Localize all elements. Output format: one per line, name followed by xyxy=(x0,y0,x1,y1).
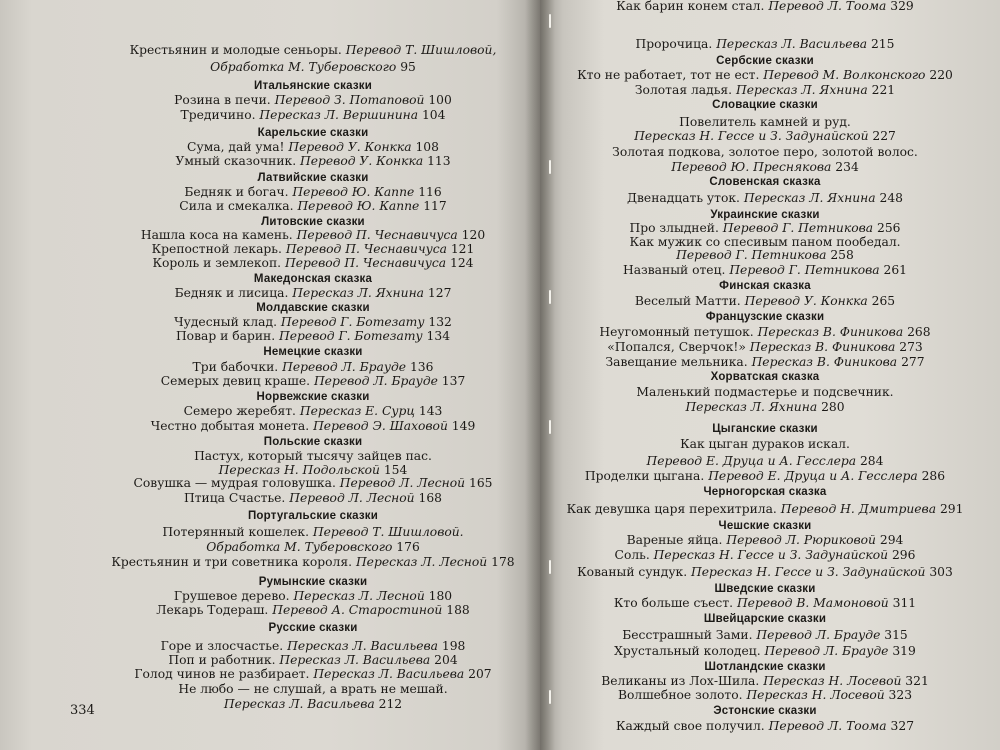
toc-entry xyxy=(176,330,450,343)
entry-page-number: 104 xyxy=(418,108,446,122)
toc-entry xyxy=(635,84,895,97)
entry-title: Совушка — мудрая головушка. xyxy=(133,476,340,490)
entry-page-number: 261 xyxy=(879,263,908,277)
entry-page-number: 291 xyxy=(936,502,964,516)
entry-page-number: 215 xyxy=(867,37,895,51)
toc-entry xyxy=(627,534,904,547)
entry-title: Как мужик со спесивым паном пообедал. xyxy=(629,235,901,249)
section-heading: Чешские сказки xyxy=(718,520,812,532)
entry-credit: Перевод Л. Рюриковой xyxy=(726,533,876,547)
entry-credit: Перевод Т. Шишловой. xyxy=(312,525,464,539)
entry-page-number: 178 xyxy=(487,555,515,569)
entry-page-number: 120 xyxy=(457,228,486,242)
toc-entry xyxy=(634,130,896,143)
entry-credit: Перевод Г. Ботезату xyxy=(280,315,425,329)
entry-page-number: 143 xyxy=(414,404,443,418)
entry-credit: Пересказ Л. Васильева xyxy=(279,653,431,667)
entry-page-number: 303 xyxy=(925,565,953,579)
toc-entry xyxy=(175,287,452,300)
entry-page-number: 149 xyxy=(447,419,476,433)
toc-entry xyxy=(152,243,475,256)
toc-entry xyxy=(622,629,908,642)
entry-page-number: 286 xyxy=(917,469,946,483)
entry-page-number: 277 xyxy=(897,355,925,369)
entry-credit: Перевод Е. Друца и А. Гесслера xyxy=(646,454,857,468)
entry-title: Пророчица. xyxy=(635,37,717,51)
toc-entry xyxy=(599,326,930,339)
entry-page-number: 227 xyxy=(868,129,896,143)
entry-title: Голод чинов не разбирает. xyxy=(134,667,314,681)
binding-stitch xyxy=(549,14,551,28)
entry-page-number: 168 xyxy=(414,491,442,505)
entry-title: Умный сказочник. xyxy=(175,154,301,168)
entry-page-number: 311 xyxy=(888,596,917,610)
entry-credit: Пересказ Л. Яхнина xyxy=(685,400,818,414)
entry-title: Розина в печи. xyxy=(174,93,275,107)
entry-credit: Пересказ Н. Лосевой xyxy=(746,688,885,702)
entry-page-number: 234 xyxy=(831,160,859,174)
entry-page-number: 327 xyxy=(886,719,915,733)
entry-credit: Пересказ Н. Гессе и З. Задунайской xyxy=(653,548,889,562)
section-heading: Черногорская сказка xyxy=(703,486,827,498)
toc-entry xyxy=(174,316,452,329)
toc-entry xyxy=(647,455,884,468)
entry-title: Потерянный кошелек. xyxy=(162,525,313,539)
entry-credit: Пересказ В. Финикова xyxy=(751,355,898,369)
entry-credit: Пересказ Е. Сурц xyxy=(299,404,415,418)
section-heading: Украинские сказки xyxy=(710,209,820,221)
entry-credit: Перевод З. Потаповой xyxy=(274,93,425,107)
toc-entry xyxy=(577,69,953,82)
toc-entry xyxy=(175,155,450,168)
entry-credit: Перевод Г. Петникова xyxy=(722,221,874,235)
entry-title: Проделки цыгана. xyxy=(584,469,709,483)
section-heading: Словенская сказка xyxy=(709,176,821,188)
entry-title: Честно добытая монета. xyxy=(150,419,314,433)
entry-title: Золотая подкова, золотое перо, золотой волос. xyxy=(612,145,918,159)
entry-page-number: 121 xyxy=(446,242,475,256)
entry-page-number: 117 xyxy=(419,199,447,213)
entry-page-number: 220 xyxy=(925,68,953,82)
entry-credit: Перевод В. Мамоновой xyxy=(736,596,889,610)
entry-credit: Пересказ Н. Подольской xyxy=(218,463,380,477)
toc-entry xyxy=(162,526,463,539)
entry-credit: Пересказ Н. Гессе и З. Задунайской xyxy=(634,129,869,143)
toc-entry xyxy=(141,229,485,242)
section-heading: Норвежские сказки xyxy=(256,391,370,403)
entry-credit: Перевод Л. Брауде xyxy=(764,644,889,658)
entry-credit: Пересказ Л. Васильева xyxy=(223,697,375,711)
binding-stitch xyxy=(549,160,551,174)
entry-credit: Пересказ В. Финикова xyxy=(749,340,896,354)
section-heading: Латвийские сказки xyxy=(257,172,369,184)
entry-page-number: 265 xyxy=(867,294,896,308)
entry-page-number: 280 xyxy=(817,400,845,414)
entry-title: Маленький подмастерье и подсвечник. xyxy=(636,385,894,399)
toc-entry xyxy=(111,556,514,569)
entry-title: Горе и злосчастье. xyxy=(160,639,288,653)
toc-entry xyxy=(612,146,918,159)
binding-stitch xyxy=(549,290,551,304)
entry-title: Веселый Матти. xyxy=(634,294,745,308)
entry-title: Кто больше съест. xyxy=(613,596,737,610)
entry-credit: Перевод Г. Ботезату xyxy=(279,329,423,343)
section-heading: Швейцарские сказки xyxy=(703,613,827,625)
entry-title: Кованый сундук. xyxy=(577,565,692,579)
section-heading: Македонская сказка xyxy=(253,273,373,285)
entry-title: Неугомонный петушок. xyxy=(599,325,758,339)
toc-entry xyxy=(616,720,914,733)
section-heading: Шотландские сказки xyxy=(704,661,826,673)
entry-page-number: 212 xyxy=(374,697,403,711)
toc-entry xyxy=(184,405,443,418)
entry-title: Семерых девиц краше. xyxy=(160,374,314,388)
toc-entry xyxy=(193,361,434,374)
entry-page-number: 176 xyxy=(392,540,420,554)
toc-entry xyxy=(130,44,497,57)
entry-page-number: 100 xyxy=(424,93,452,107)
entry-page-number: 207 xyxy=(464,667,492,681)
entry-page-number: 154 xyxy=(379,463,408,477)
entry-page-number: 268 xyxy=(903,325,931,339)
entry-credit: Пересказ Н. Лосевой xyxy=(763,674,902,688)
toc-entry xyxy=(174,94,452,107)
entry-title: Волшебное золото. xyxy=(617,688,747,702)
right-page xyxy=(540,0,1000,750)
section-heading: Финская сказка xyxy=(719,280,811,292)
entry-credit: Пересказ Л. Яхнина xyxy=(743,191,876,205)
entry-credit: Пересказ Л. Яхнина xyxy=(735,83,868,97)
entry-page-number: 116 xyxy=(414,185,442,199)
section-heading: Шведские сказки xyxy=(714,583,816,595)
entry-credit: Пересказ Л. Лесной xyxy=(355,555,488,569)
entry-title: Чудесный клад. xyxy=(174,315,281,329)
entry-page-number: 294 xyxy=(875,533,904,547)
entry-page-number: 127 xyxy=(424,286,452,300)
entry-credit: Перевод Э. Шаховой xyxy=(313,419,448,433)
entry-page-number: 198 xyxy=(437,639,466,653)
entry-title: Названый отец. xyxy=(622,263,730,277)
toc-entry xyxy=(184,492,442,505)
toc-entry xyxy=(156,604,469,617)
toc-entry xyxy=(614,645,916,658)
entry-title: Про злыдней. xyxy=(629,221,723,235)
toc-entry xyxy=(685,401,844,414)
toc-entry xyxy=(607,341,923,354)
toc-entry xyxy=(635,295,895,308)
entry-page-number: 221 xyxy=(867,83,896,97)
section-heading: Румынские сказки xyxy=(258,576,368,588)
entry-title: Бедняк и лисица. xyxy=(174,286,293,300)
entry-credit: Перевод Л. Лесной xyxy=(289,491,415,505)
entry-page-number: 258 xyxy=(826,248,854,262)
entry-title: Грушевое дерево. xyxy=(173,589,294,603)
entry-credit: Перевод А. Старостиной xyxy=(272,603,443,617)
section-heading: Итальянские сказки xyxy=(254,80,372,92)
toc-entry xyxy=(168,654,457,667)
toc-entry xyxy=(615,549,916,562)
entry-title: Бесстрашный Зами. xyxy=(622,628,757,642)
entry-title: Нашла коса на камень. xyxy=(140,228,297,242)
entry-title: Хрустальный колодец. xyxy=(614,644,765,658)
section-heading: Немецкие сказки xyxy=(263,346,363,358)
entry-title: Каждый свое получил. xyxy=(615,719,769,733)
entry-credit: Пересказ Л. Лесной xyxy=(293,589,425,603)
section-heading: Цыганские сказки xyxy=(712,423,818,435)
entry-title: Великаны из Лох-Шила. xyxy=(601,674,764,688)
section-heading: Хорватская сказка xyxy=(710,371,820,383)
section-heading: Португальские сказки xyxy=(247,510,379,522)
entry-credit: Перевод П. Чеснавичуса xyxy=(285,242,447,256)
toc-entry xyxy=(585,470,945,483)
entry-credit: Перевод Л. Лесной xyxy=(339,476,466,490)
section-heading: Эстонские сказки xyxy=(713,705,817,717)
toc-entry xyxy=(680,438,850,451)
entry-page-number: 256 xyxy=(873,221,901,235)
entry-credit: Перевод Ю. Каппе xyxy=(297,199,420,213)
entry-page-number: 134 xyxy=(422,329,451,343)
entry-credit: Перевод Ю. Каппе xyxy=(292,185,415,199)
entry-page-number: 321 xyxy=(901,674,929,688)
toc-entry xyxy=(630,222,901,235)
entry-page-number: 132 xyxy=(424,315,452,329)
entry-title: Крестьянин и молодые сеньоры. xyxy=(129,43,346,57)
toc-entry xyxy=(636,38,895,51)
toc-entry xyxy=(179,200,446,213)
toc-entry xyxy=(194,450,432,463)
toc-entry xyxy=(676,249,854,262)
section-heading: Литовские сказки xyxy=(261,216,365,228)
entry-page-number: 204 xyxy=(430,653,458,667)
toc-entry xyxy=(151,420,476,433)
entry-page-number: 108 xyxy=(411,140,439,154)
entry-title: Золотая ладья. xyxy=(634,83,736,97)
entry-credit: Пересказ Л. Васильева xyxy=(313,667,465,681)
section-heading: Сербские сказки xyxy=(716,55,814,67)
entry-title: Повар и барин. xyxy=(175,329,280,343)
entry-page-number: 165 xyxy=(465,476,493,490)
entry-title: Как цыган дураков искал. xyxy=(680,437,850,451)
entry-page-number: 188 xyxy=(442,603,470,617)
toc-entry xyxy=(178,683,447,696)
entry-credit: Перевод У. Конкка xyxy=(288,140,412,154)
entry-credit: Перевод Л. Тоома xyxy=(768,719,887,733)
entry-credit: Перевод Л. Брауде xyxy=(282,360,407,374)
entry-page-number: 113 xyxy=(423,154,451,168)
entry-title: Крепостной лекарь. xyxy=(151,242,286,256)
entry-page-number: 273 xyxy=(895,340,923,354)
toc-entry xyxy=(174,590,452,603)
toc-entry xyxy=(618,689,912,702)
entry-title: Лекарь Тодераш. xyxy=(156,603,273,617)
entry-title: Повелитель камней и руд. xyxy=(679,115,851,129)
entry-credit: Обработка М. Туберовского xyxy=(206,540,393,554)
section-heading: Русские сказки xyxy=(268,622,358,634)
section-heading: Польские сказки xyxy=(263,436,363,448)
entry-title: Сила и смекалка. xyxy=(179,199,298,213)
entry-page-number: 180 xyxy=(424,589,453,603)
entry-credit: Перевод Г. Петникова xyxy=(729,263,880,277)
toc-entry xyxy=(605,356,924,369)
entry-credit: Перевод Г. Петникова xyxy=(676,248,827,262)
toc-entry xyxy=(616,0,913,13)
entry-credit: Перевод У. Конкка xyxy=(300,154,424,168)
entry-page-number: 95 xyxy=(396,60,416,74)
binding-stitch xyxy=(549,690,551,704)
toc-entry xyxy=(567,503,964,516)
entry-page-number: 136 xyxy=(406,360,434,374)
entry-page-number: 284 xyxy=(856,454,884,468)
entry-title: Семеро жеребят. xyxy=(183,404,300,418)
entry-title: Три бабочки. xyxy=(192,360,283,374)
binding-stitch xyxy=(549,420,551,434)
entry-credit: Пересказ В. Финикова xyxy=(757,325,904,339)
entry-title: Птица Счастье. xyxy=(184,491,290,505)
entry-page-number: 315 xyxy=(880,628,908,642)
section-heading: Французские сказки xyxy=(705,311,825,323)
entry-title: Пастух, который тысячу зайцев пас. xyxy=(194,449,432,463)
toc-entry xyxy=(184,186,441,199)
entry-page-number: 296 xyxy=(888,548,916,562)
entry-credit: Пересказ Л. Яхнина xyxy=(292,286,425,300)
toc-entry xyxy=(187,141,439,154)
entry-title: Кто не работает, тот не ест. xyxy=(577,68,764,82)
entry-credit: Перевод М. Волконского xyxy=(763,68,926,82)
entry-credit: Пересказ Л. Васильева xyxy=(287,639,438,653)
page-number: 334 xyxy=(70,703,95,718)
toc-entry xyxy=(577,566,953,579)
entry-title: Двенадцать уток. xyxy=(626,191,744,205)
toc-entry xyxy=(623,264,907,277)
toc-entry xyxy=(161,640,466,653)
toc-entry xyxy=(679,116,851,129)
entry-page-number: 329 xyxy=(886,0,914,13)
entry-credit: Перевод Л. Брауде xyxy=(756,628,881,642)
entry-credit: Перевод П. Чеснавичуса xyxy=(296,228,458,242)
toc-entry xyxy=(224,698,402,711)
toc-entry xyxy=(601,675,929,688)
entry-credit: Перевод Л. Брауде xyxy=(313,374,438,388)
toc-entry xyxy=(614,597,916,610)
toc-entry xyxy=(210,61,416,74)
entry-title: Бедняк и богач. xyxy=(184,185,293,199)
entry-page-number: 137 xyxy=(437,374,466,388)
toc-entry xyxy=(636,386,893,399)
entry-title: Тредичино. xyxy=(180,108,260,122)
entry-credit: Перевод Т. Шишловой, xyxy=(345,43,497,57)
entry-page-number: 248 xyxy=(875,191,904,205)
entry-credit: Перевод Ю. Преснякова xyxy=(671,160,832,174)
book-gutter xyxy=(525,0,555,750)
toc-entry xyxy=(134,477,493,490)
toc-entry xyxy=(161,375,466,388)
entry-title: Как барин конем стал. xyxy=(616,0,769,13)
entry-page-number: 323 xyxy=(884,688,913,702)
entry-title: Не любо — не слушай, а врать не мешай. xyxy=(178,682,448,696)
entry-title: Поп и работник. xyxy=(168,653,280,667)
toc-entry xyxy=(627,192,903,205)
entry-title: Соль. xyxy=(614,548,654,562)
toc-entry xyxy=(134,668,491,681)
toc-entry xyxy=(153,257,474,270)
section-heading: Молдавские сказки xyxy=(256,302,370,314)
entry-title: Король и землекоп. xyxy=(152,256,285,270)
entry-credit: Перевод Е. Друца и А. Гесслера xyxy=(708,469,918,483)
entry-title: Как девушка царя перехитрила. xyxy=(566,502,781,516)
entry-credit: Пересказ Н. Гессе и З. Задунайской xyxy=(691,565,926,579)
toc-entry xyxy=(206,541,420,554)
entry-page-number: 124 xyxy=(446,256,474,270)
entry-credit: Перевод Н. Дмитриева xyxy=(780,502,937,516)
entry-title: Завещание мельника. xyxy=(605,355,752,369)
entry-credit: Пересказ Л. Вершинина xyxy=(259,108,419,122)
entry-credit: Перевод П. Чеснавичуса xyxy=(284,256,447,270)
entry-title: «Попался, Сверчок!» xyxy=(607,340,750,354)
entry-credit: Перевод У. Конкка xyxy=(744,294,868,308)
toc-entry xyxy=(181,109,446,122)
section-heading: Словацкие сказки xyxy=(712,99,818,111)
binding-stitch xyxy=(549,560,551,574)
entry-credit: Обработка М. Туберовского xyxy=(210,60,397,74)
entry-page-number: 319 xyxy=(888,644,916,658)
entry-credit: Перевод Л. Тоома xyxy=(768,0,887,13)
entry-credit: Пересказ Л. Васильева xyxy=(716,37,868,51)
entry-title: Сума, дай ума! xyxy=(187,140,289,154)
toc-entry xyxy=(671,161,859,174)
section-heading: Карельские сказки xyxy=(257,127,369,139)
entry-title: Крестьянин и три советника короля. xyxy=(111,555,356,569)
entry-title: Вареные яйца. xyxy=(626,533,727,547)
